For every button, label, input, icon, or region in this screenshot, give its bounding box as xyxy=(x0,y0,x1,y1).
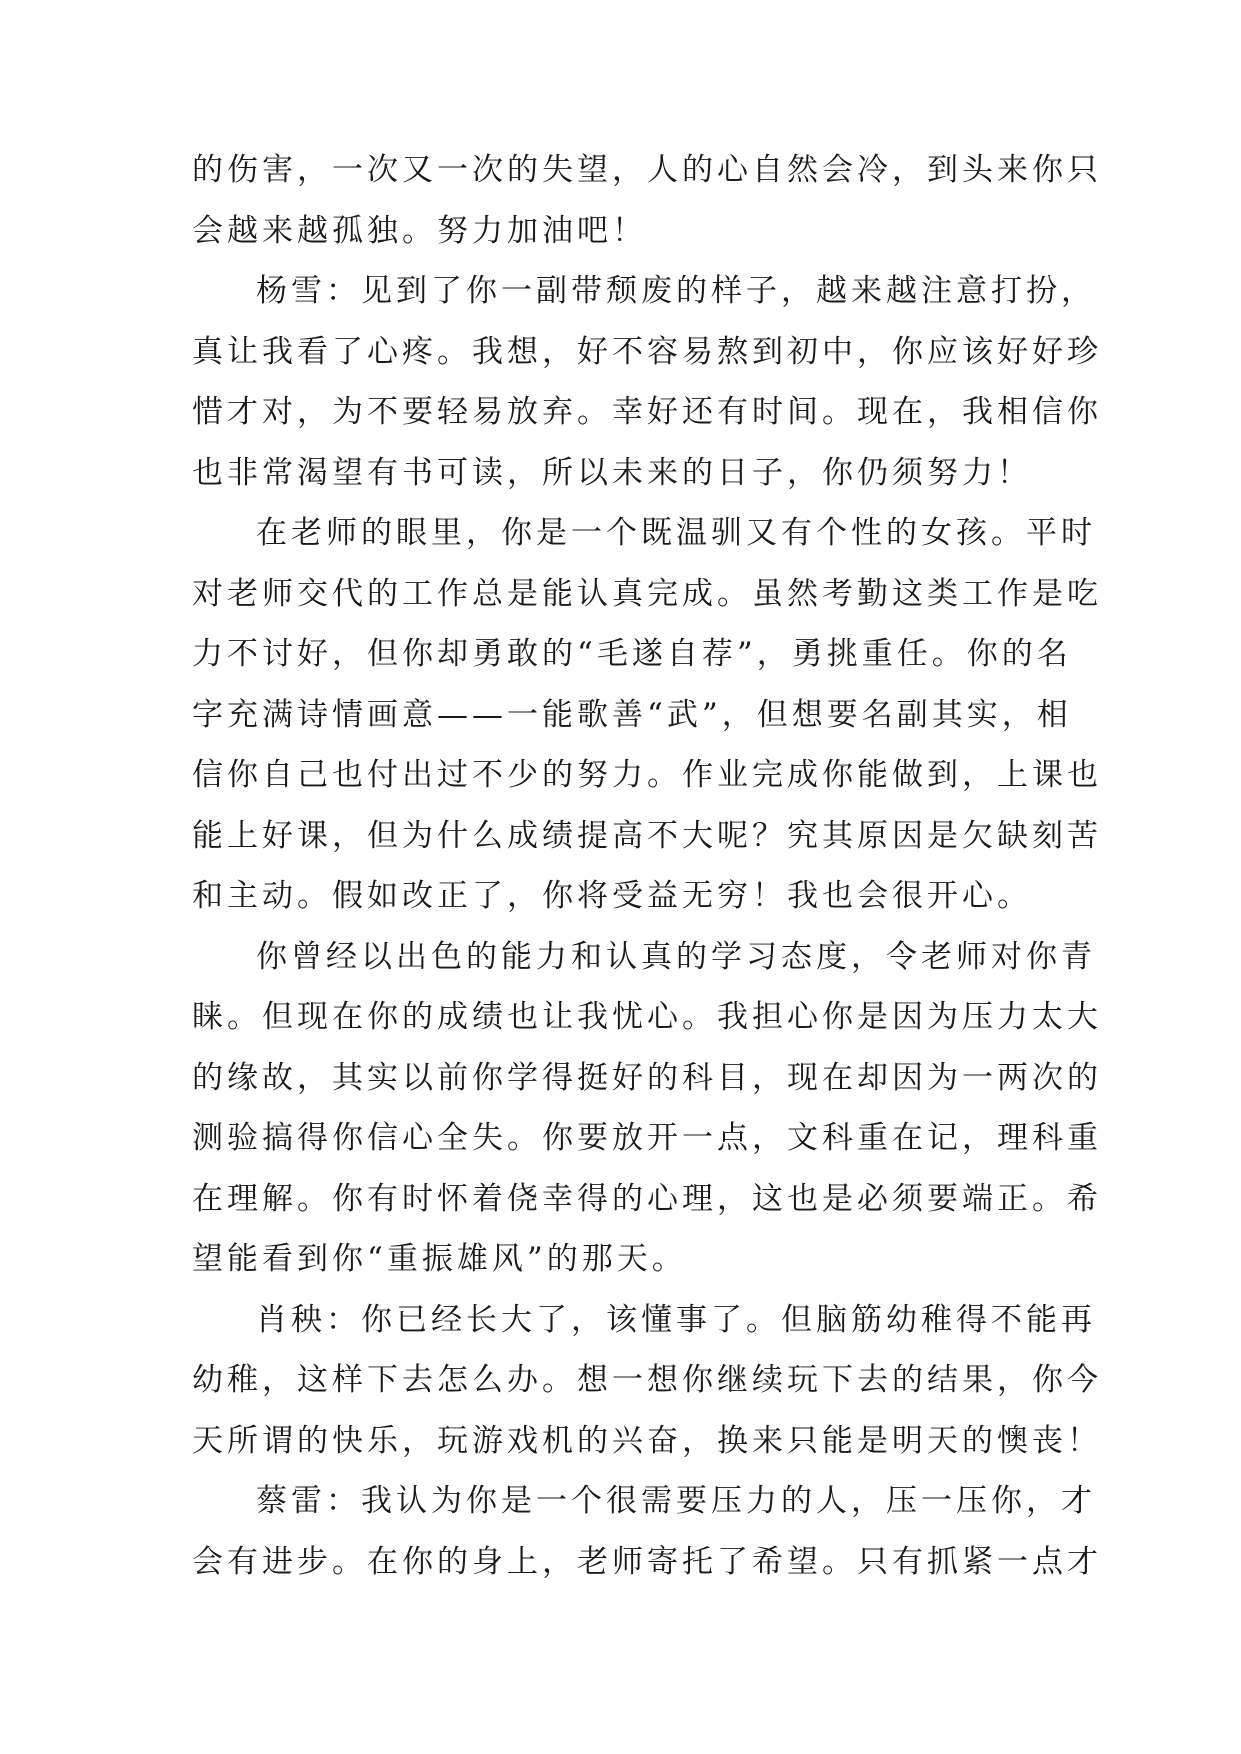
text-line: 信你自己也付出过不少的努力。作业完成你能做到，上课也 xyxy=(192,757,1102,793)
document-page xyxy=(192,140,1102,1592)
text-line: 天所谓的快乐，玩游戏机的兴奋，换来只能是明天的懊丧！ xyxy=(192,1422,1102,1459)
text-line: 蔡雷：我认为你是一个很需要压力的人，压一压你，才 xyxy=(256,1483,1096,1519)
text-line: 会有进步。在你的身上，老师寄托了希望。只有抓紧一点才 xyxy=(192,1543,1102,1580)
text-line: 肖秧：你已经长大了，该懂事了。但脑筋幼稚得不能再 xyxy=(256,1301,1096,1338)
text-line: 的缘故，其实以前你学得挺好的科目，现在却因为一两次的 xyxy=(192,1059,1102,1096)
text-line: 真让我看了心疼。我想，好不容易熬到初中，你应该好好珍 xyxy=(192,333,1102,370)
text-line: 在老师的眼里，你是一个既温驯又有个性的女孩。平时 xyxy=(256,515,1096,551)
text-line: 字充满诗情画意——一能歌善“武”，但想要名副其实，相 xyxy=(192,696,1072,733)
text-line: 能上好课，但为什么成绩提高不大呢？究其原因是欠缺刻苦 xyxy=(192,817,1102,854)
text-line: 幼稚，这样下去怎么办。想一想你继续玩下去的结果，你今 xyxy=(192,1362,1102,1398)
text-line: 杨雪：见到了你一副带颓废的样子，越来越注意打扮， xyxy=(256,273,1096,309)
text-line: 望能看到你“重振雄风”的那天。 xyxy=(192,1241,687,1277)
text-line: 和主动。假如改正了，你将受益无穷！我也会很开心。 xyxy=(192,878,1032,914)
text-line: 测验搞得你信心全失。你要放开一点，文科重在记，理科重 xyxy=(192,1120,1102,1156)
text-line: 的伤害，一次又一次的失望，人的心自然会冷，到头来你只 xyxy=(192,152,1102,188)
text-line: 力不讨好，但你却勇敢的“毛遂自荐”，勇挑重任。你的名 xyxy=(192,636,1072,672)
text-line: 对老师交代的工作总是能认真完成。虽然考勤这类工作是吃 xyxy=(192,575,1102,612)
text-line: 你曾经以出色的能力和认真的学习态度，令老师对你青 xyxy=(256,938,1096,975)
text-line: 惜才对，为不要轻易放弃。幸好还有时间。现在，我相信你 xyxy=(192,394,1102,430)
text-line: 睐。但现在你的成绩也让我忧心。我担心你是因为压力太大 xyxy=(192,999,1102,1035)
text-line: 也非常渴望有书可读，所以未来的日子，你仍须努力！ xyxy=(192,454,1032,491)
text-line: 在理解。你有时怀着侥幸得的心理，这也是必须要端正。希 xyxy=(192,1180,1102,1217)
text-line: 会越来越孤独。努力加油吧！ xyxy=(192,212,647,249)
